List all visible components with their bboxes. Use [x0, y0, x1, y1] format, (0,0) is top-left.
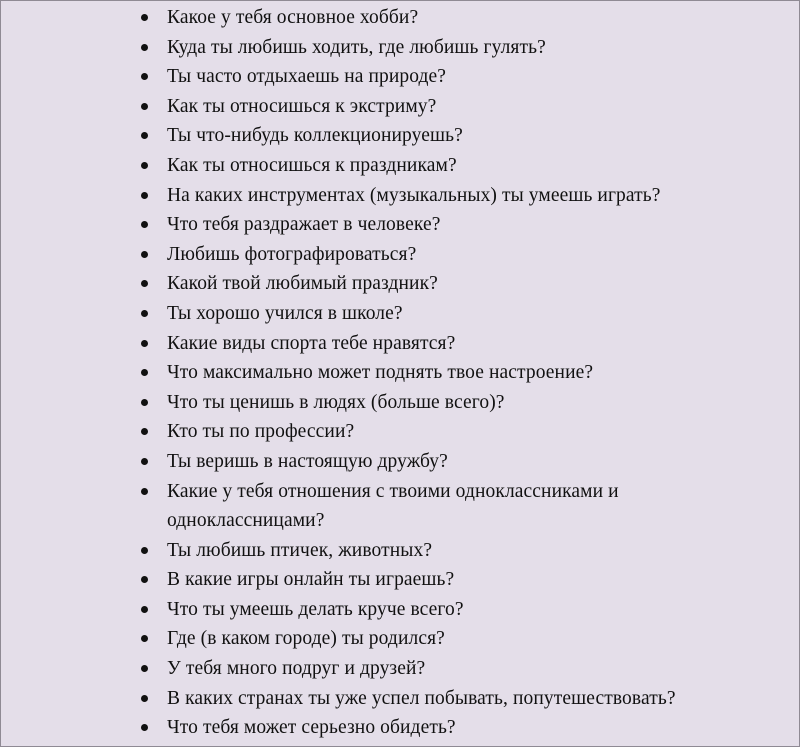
list-item	[0, 654, 800, 684]
question-text: Что тебя может серьезно обидеть?	[167, 717, 456, 739]
list-item	[0, 121, 800, 151]
question-text: В какие игры онлайн ты играешь?	[167, 569, 455, 591]
list-item	[0, 565, 800, 595]
bullet-icon	[141, 14, 148, 21]
bullet-icon	[141, 576, 148, 583]
question-text: Любишь фотографироваться?	[167, 243, 417, 265]
question-text: Что ты ценишь в людях (больше всего)?	[167, 391, 505, 413]
question-text: Где (в каком городе) ты родился?	[167, 628, 445, 650]
bullet-icon	[141, 635, 148, 642]
bullet-icon	[141, 488, 148, 495]
bullet-icon	[141, 44, 148, 51]
bullet-icon	[141, 458, 148, 465]
question-text: Какое у тебя основное хобби?	[167, 7, 419, 28]
bullet-icon	[141, 73, 148, 80]
bullet-icon	[141, 606, 148, 613]
list-item	[0, 624, 800, 654]
question-text: Как ты относишься к экстриму?	[167, 95, 437, 117]
list-item	[0, 62, 800, 92]
question-text: Ты часто отдыхаешь на природе?	[167, 66, 447, 88]
bullet-icon	[141, 369, 148, 376]
list-item	[0, 684, 800, 714]
list-item	[0, 388, 800, 418]
list-item	[0, 358, 800, 388]
question-text: Кто ты по профессии?	[167, 421, 355, 443]
list-item	[0, 151, 800, 181]
bullet-icon	[141, 310, 148, 317]
bullet-icon	[141, 280, 148, 287]
question-text: Ты хорошо учился в школе?	[167, 302, 403, 324]
list-item	[0, 447, 800, 477]
question-text: Что тебя раздражает в человеке?	[167, 214, 441, 236]
bullet-icon	[141, 162, 148, 169]
bullet-icon	[141, 103, 148, 110]
bullet-icon	[141, 251, 148, 258]
list-item	[0, 713, 800, 743]
question-text: Как ты относишься к праздникам?	[167, 154, 457, 176]
question-text: Ты что-нибудь коллекционируешь?	[167, 125, 463, 147]
question-text: У тебя много подруг и друзей?	[167, 658, 426, 680]
list-item	[0, 92, 800, 122]
list-item	[0, 477, 800, 536]
bullet-icon	[141, 132, 148, 139]
list-item	[0, 536, 800, 566]
question-text: Куда ты любишь ходить, где любишь гулять?	[167, 36, 546, 58]
question-text: Ты любишь птичек, животных?	[167, 539, 433, 561]
list-item	[0, 181, 800, 211]
bullet-icon	[141, 428, 148, 435]
bullet-icon	[141, 192, 148, 199]
question-text: Ты веришь в настоящую дружбу?	[167, 450, 448, 472]
question-text: На каких инструментах (музыкальных) ты умеешь играть?	[167, 184, 661, 206]
list-item	[0, 299, 800, 329]
bullet-icon	[141, 399, 148, 406]
bullet-icon	[141, 547, 148, 554]
bullet-icon	[141, 695, 148, 702]
question-text: Какие виды спорта тебе нравятся?	[167, 332, 456, 354]
question-text: В каких странах ты уже успел побывать, попутешествовать?	[167, 687, 676, 709]
list-item	[0, 240, 800, 270]
question-text: Что ты умеешь делать круче всего?	[167, 598, 464, 620]
bullet-icon	[141, 221, 148, 228]
list-item	[0, 329, 800, 359]
list-item	[0, 33, 800, 63]
list-item	[0, 210, 800, 240]
bullet-icon	[141, 340, 148, 347]
bullet-icon	[141, 665, 148, 672]
question-text: Что максимально может поднять твое настроение?	[167, 362, 594, 384]
question-text: Какие у тебя отношения с твоими одноклассниками и одноклассницами?	[167, 480, 619, 532]
bullet-icon	[141, 724, 148, 731]
question-text: Какой твой любимый праздник?	[167, 273, 438, 295]
list-item	[0, 417, 800, 447]
list-item	[0, 595, 800, 625]
list-item	[0, 3, 800, 33]
list-item	[0, 269, 800, 299]
